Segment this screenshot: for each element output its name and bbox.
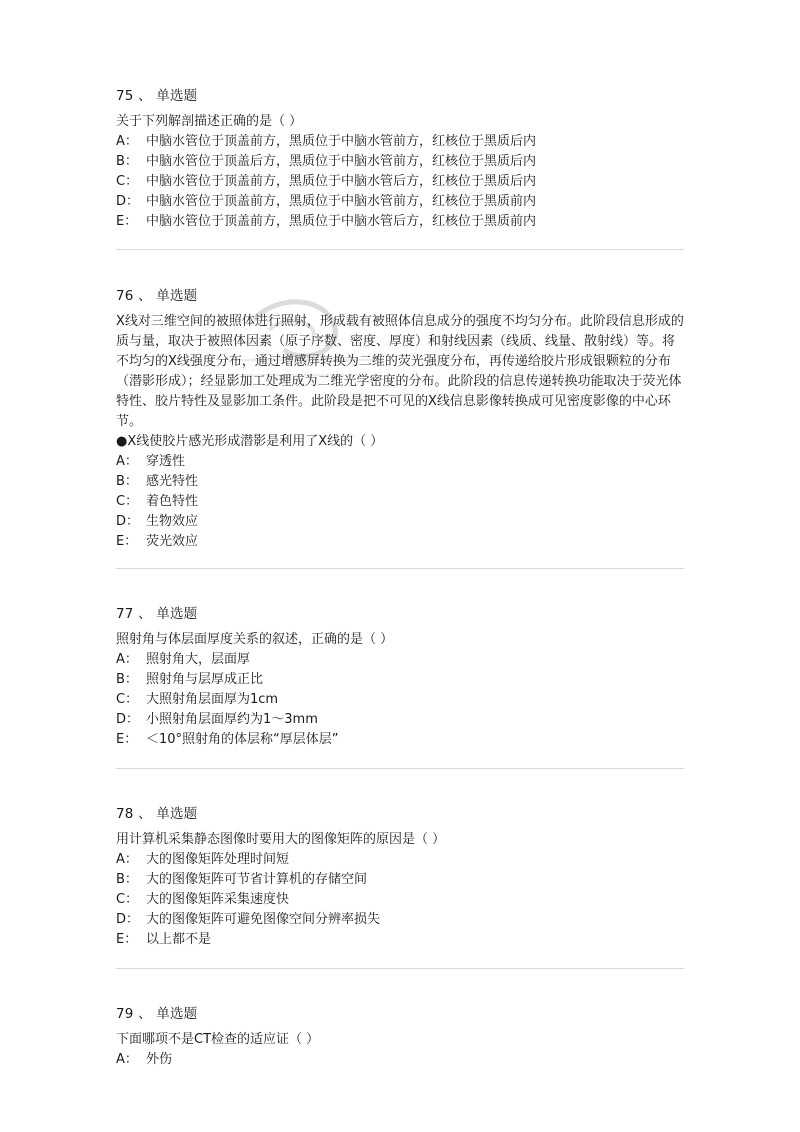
option-a[interactable] — [116, 452, 686, 472]
question-header: 79 、 单选题 — [116, 1006, 198, 1022]
question-76 — [116, 286, 686, 552]
option-letter: B： — [116, 672, 138, 687]
option-a[interactable] — [116, 650, 686, 670]
option-a[interactable] — [116, 1050, 686, 1070]
option-d[interactable] — [116, 512, 686, 532]
option-text: 外伤 — [146, 1052, 173, 1067]
option-letter: B： — [116, 154, 138, 169]
option-b[interactable] — [116, 670, 686, 690]
option-letter: A： — [116, 1052, 138, 1067]
option-e[interactable] — [116, 532, 686, 552]
option-e[interactable] — [116, 730, 686, 750]
option-text: 中脑水管位于顶盖前方，黑质位于中脑水管前方，红核位于黑质后内 — [146, 134, 537, 149]
divider — [116, 968, 684, 969]
question-stem: 用计算机采集静态图像时要用大的图像矩阵的原因是（ ） — [116, 832, 446, 847]
option-letter: D： — [116, 712, 140, 727]
question-header: 76 、 单选题 — [116, 288, 198, 304]
option-text: 穿透性 — [146, 454, 186, 469]
option-c[interactable] — [116, 172, 686, 192]
question-stem: 照射角与体层面厚度关系的叙述，正确的是（ ） — [116, 632, 394, 647]
option-c[interactable] — [116, 492, 686, 512]
question-header: 75 、 单选题 — [116, 88, 198, 104]
divider — [116, 568, 684, 569]
option-d[interactable] — [116, 710, 686, 730]
option-text: 大照射角层面厚为1cm — [146, 692, 279, 707]
option-letter: C： — [116, 494, 139, 509]
option-text: 以上都不是 — [146, 932, 212, 947]
option-text: 照射角与层厚成正比 — [146, 672, 264, 687]
option-text: 中脑水管位于顶盖后方，黑质位于中脑水管前方，红核位于黑质后内 — [146, 154, 537, 169]
option-e[interactable] — [116, 930, 686, 950]
divider — [116, 768, 684, 769]
divider — [116, 249, 684, 250]
question-stem: X线对三维空间的被照体进行照射，形成载有被照体信息成分的强度不均匀分布。此阶段信息形成的质与量，取决于被照体因素（原子序数、密度、厚度）和射线因素（线质、线量、散射线）等。将不均匀的X线强度分布，通过增感屏转换为二维的荧光强度分布，再传递给胶片形成银颗粒的分布（潜影形成）；经显影加工处理成为二维光学密度的分布。此阶段的信息传递转换功能取决于荧光体特性、胶片特性及显影加工条件。此阶段是把不可见的X线信息影像转换成可见密度影像的中心环节。 — [116, 314, 684, 429]
option-b[interactable] — [116, 870, 686, 890]
option-b[interactable] — [116, 152, 686, 172]
option-text: 感光特性 — [146, 474, 199, 489]
question-stem: 关于下列解剖描述正确的是（ ） — [116, 114, 303, 129]
question-header: 78 、 单选题 — [116, 806, 198, 822]
option-d[interactable] — [116, 910, 686, 930]
option-text: 中脑水管位于顶盖前方，黑质位于中脑水管后方，红核位于黑质前内 — [146, 214, 537, 229]
option-letter: E： — [116, 932, 138, 947]
option-text: 大的图像矩阵采集速度快 — [146, 892, 290, 907]
option-b[interactable] — [116, 472, 686, 492]
option-c[interactable] — [116, 890, 686, 910]
question-77 — [116, 604, 686, 750]
option-text: 中脑水管位于顶盖前方，黑质位于中脑水管前方，红核位于黑质前内 — [146, 194, 537, 209]
option-letter: A： — [116, 652, 138, 667]
option-letter: D： — [116, 194, 140, 209]
option-letter: D： — [116, 912, 140, 927]
sub-question: ●X线使胶片感光形成潜影是利用了X线的（ ） — [116, 434, 384, 449]
option-e[interactable] — [116, 212, 686, 232]
option-text: 中脑水管位于顶盖前方，黑质位于中脑水管后方，红核位于黑质后内 — [146, 174, 537, 189]
question-78 — [116, 804, 686, 950]
option-text: 着色特性 — [146, 494, 199, 509]
option-text: 大的图像矩阵可节省计算机的存储空间 — [146, 872, 368, 887]
option-d[interactable] — [116, 192, 686, 212]
option-letter: A： — [116, 852, 138, 867]
option-letter: D： — [116, 514, 140, 529]
option-letter: B： — [116, 872, 138, 887]
option-c[interactable] — [116, 690, 686, 710]
option-letter: C： — [116, 892, 139, 907]
question-header: 77 、 单选题 — [116, 606, 198, 622]
option-text: 照射角大，层面厚 — [146, 652, 251, 667]
option-letter: A： — [116, 454, 138, 469]
question-79 — [116, 1004, 686, 1070]
option-text: ＜10°照射角的体层称“厚层体层” — [146, 732, 339, 747]
option-letter: E： — [116, 534, 138, 549]
option-letter: C： — [116, 692, 139, 707]
option-letter: E： — [116, 732, 138, 747]
option-text: 大的图像矩阵处理时间短 — [146, 852, 290, 867]
option-text: 大的图像矩阵可避免图像空间分辨率损失 — [146, 912, 381, 927]
option-letter: B： — [116, 474, 138, 489]
option-text: 生物效应 — [146, 514, 199, 529]
option-letter: C： — [116, 174, 139, 189]
question-75 — [116, 86, 686, 232]
option-a[interactable] — [116, 850, 686, 870]
option-text: 小照射角层面厚约为1～3mm — [146, 712, 318, 727]
option-letter: E： — [116, 214, 138, 229]
option-letter: A： — [116, 134, 138, 149]
option-a[interactable] — [116, 132, 686, 152]
question-stem: 下面哪项不是CT检查的适应证（ ） — [116, 1032, 320, 1047]
option-text: 荧光效应 — [146, 534, 199, 549]
